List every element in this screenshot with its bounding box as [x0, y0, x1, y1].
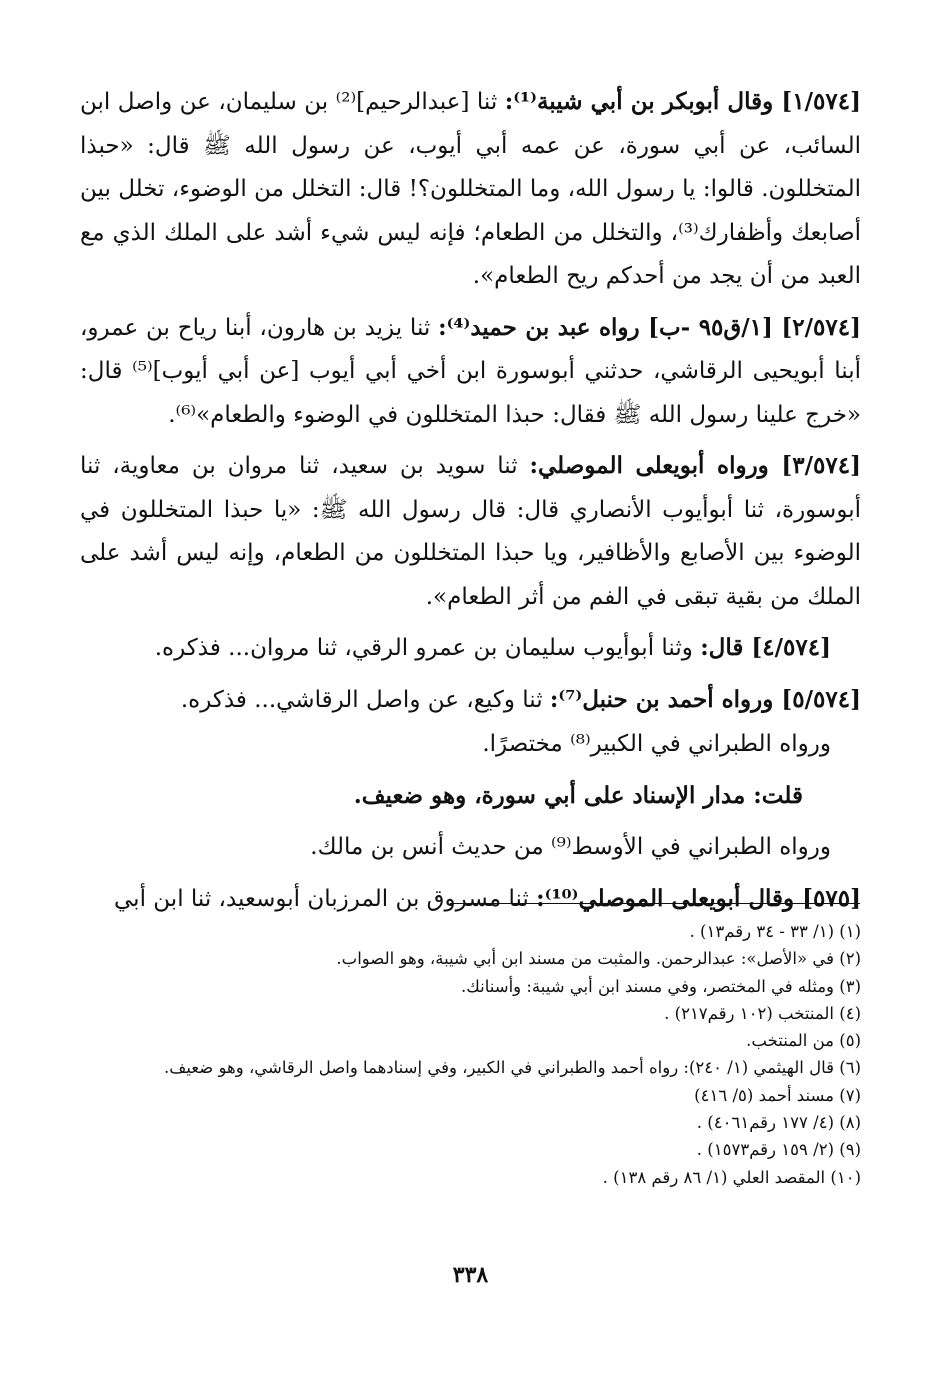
footnote-item: (٩) (٢/ ١٥٩ رقم١٥٧٣) . — [696, 1140, 861, 1160]
hadith-lead: [١/٥٧٤] وقال أبوبكر بن أبي شيبة⁽¹⁾: — [504, 88, 862, 115]
footnotes — [80, 918, 861, 1191]
hadith-text: ثنا يزيد بن هارون، أبنا رياح بن عمرو، أبنا أبويحيى الرقاشي، حدثني أبوسورة ابن أخي أبي أيوب [عن أبي أيوب]⁽⁵⁾ قال: «خرج علينا رسول الله ﷺ فقال: حبذا المتخللون في الوضوء والطعام»⁽⁶⁾. — [80, 314, 861, 428]
hadith-text: ورواه الطبراني في الأوسط⁽⁹⁾ من حديث أنس بن مالك. — [310, 834, 831, 860]
hadith-text: ثنا وكيع، عن واصل الرقاشي... فذكره. — [180, 686, 550, 713]
hadith-lead: [٥٧٥] وقال أبويعلى الموصلي⁽¹⁰⁾: — [536, 884, 861, 912]
page-number: ٣٣٨ — [452, 1262, 489, 1288]
hadith-paragraph-4 — [80, 626, 861, 671]
hadith-text: ثنا [عبدالرحيم]⁽²⁾ بن سليمان، عن واصل ابن السائب، عن أبي سورة، عن عمه أبي أيوب، عن رسول الله ﷺ قال: «حبذا المتخللون. قالوا: يا رسول الله، وما المتخللون؟! قال: التخلل من الوضوء، تخلل بين أصابعك وأظفارك⁽³⁾، والتخلل من الطعام؛ فإنه ليس شيء أشد على الملك الذي مع العبد من أن يجد من أحدكم ريح الطعام». — [80, 89, 861, 289]
hadith-lead: [٢/٥٧٤] [١/ق٩٥ -ب] رواه عبد بن حميد⁽⁴⁾: — [438, 313, 862, 341]
footnote-item: (٢) في «الأصل»: عبدالرحمن. والمثبت من مسند ابن أبي شيبة، وهو الصواب. — [336, 949, 861, 969]
hadith-paragraph-1 — [80, 80, 861, 299]
hadith-paragraph-5 — [80, 678, 861, 723]
footnote-item: (١) (١/ ٣٣ - ٣٤ رقم١٣) . — [689, 922, 861, 941]
footnote-item: (١٠) المقصد العلي (١/ ٨٦ رقم ١٣٨) . — [602, 1167, 861, 1187]
footnote-item: (٤) المنتخب (١٠٢ رقم٢١٧) . — [664, 1003, 861, 1023]
footnote-item: (٥) من المنتخب. — [746, 1031, 861, 1051]
footnote-separator — [450, 903, 860, 904]
hadith-lead: [٣/٥٧٤] ورواه أبويعلى الموصلي: — [529, 452, 861, 479]
author-comment-paragraph — [80, 774, 861, 819]
footnote-item: (٣) ومثله في المختصر، وفي مسند ابن أبي شيبة: وأسنانك. — [461, 976, 861, 996]
author-comment: قلت: مدار الإسناد على أبي سورة، وهو ضعيف. — [353, 781, 803, 809]
footnote-item: (٧) مسند أحمد (٥/ ٤١٦) — [694, 1085, 861, 1105]
hadith-text: ثنا سويد بن سعيد، ثنا مروان بن معاوية، ثنا أبوسورة، ثنا أبوأيوب الأنصاري قال: قال رسول الله ﷺ: «يا حبذا المتخللون في الوضوء بين الأصابع والأظافير، ويا حبذا المتخللون من الطعام، وإنه ليس أشد على الملك من بقية تبقى في الفم من أثر الطعام». — [80, 453, 861, 610]
hadith-text: ورواه الطبراني في الكبير⁽⁸⁾ مختصرًا. — [482, 731, 831, 757]
footnote-item: (٦) قال الهيثمي (١/ ٢٤٠): رواه أحمد والطبراني في الكبير، وفي إسنادهما واصل الرقاشي، وهو ضعيف. — [164, 1058, 861, 1078]
hadith-lead: [٤/٥٧٤] قال: — [700, 634, 831, 661]
hadith-paragraph-6 — [80, 722, 861, 767]
footnote-item: (٨) (٤/ ١٧٧ رقم٤٠٦١) . — [696, 1113, 861, 1133]
hadith-text: ثنا مسروق بن المرزبان أبوسعيد، ثنا ابن أبي — [114, 885, 537, 912]
hadith-lead: [٥/٥٧٤] ورواه أحمد بن حنبل⁽⁷⁾: — [549, 685, 861, 713]
hadith-text: وثنا أبوأيوب سليمان بن عمرو الرقي، ثنا مروان... فذكره. — [154, 635, 701, 661]
hadith-paragraph-2 — [80, 306, 861, 438]
hadith-paragraph-3 — [80, 444, 861, 619]
hadith-paragraph-8 — [80, 825, 861, 870]
hadith-paragraph-9 — [80, 877, 861, 922]
